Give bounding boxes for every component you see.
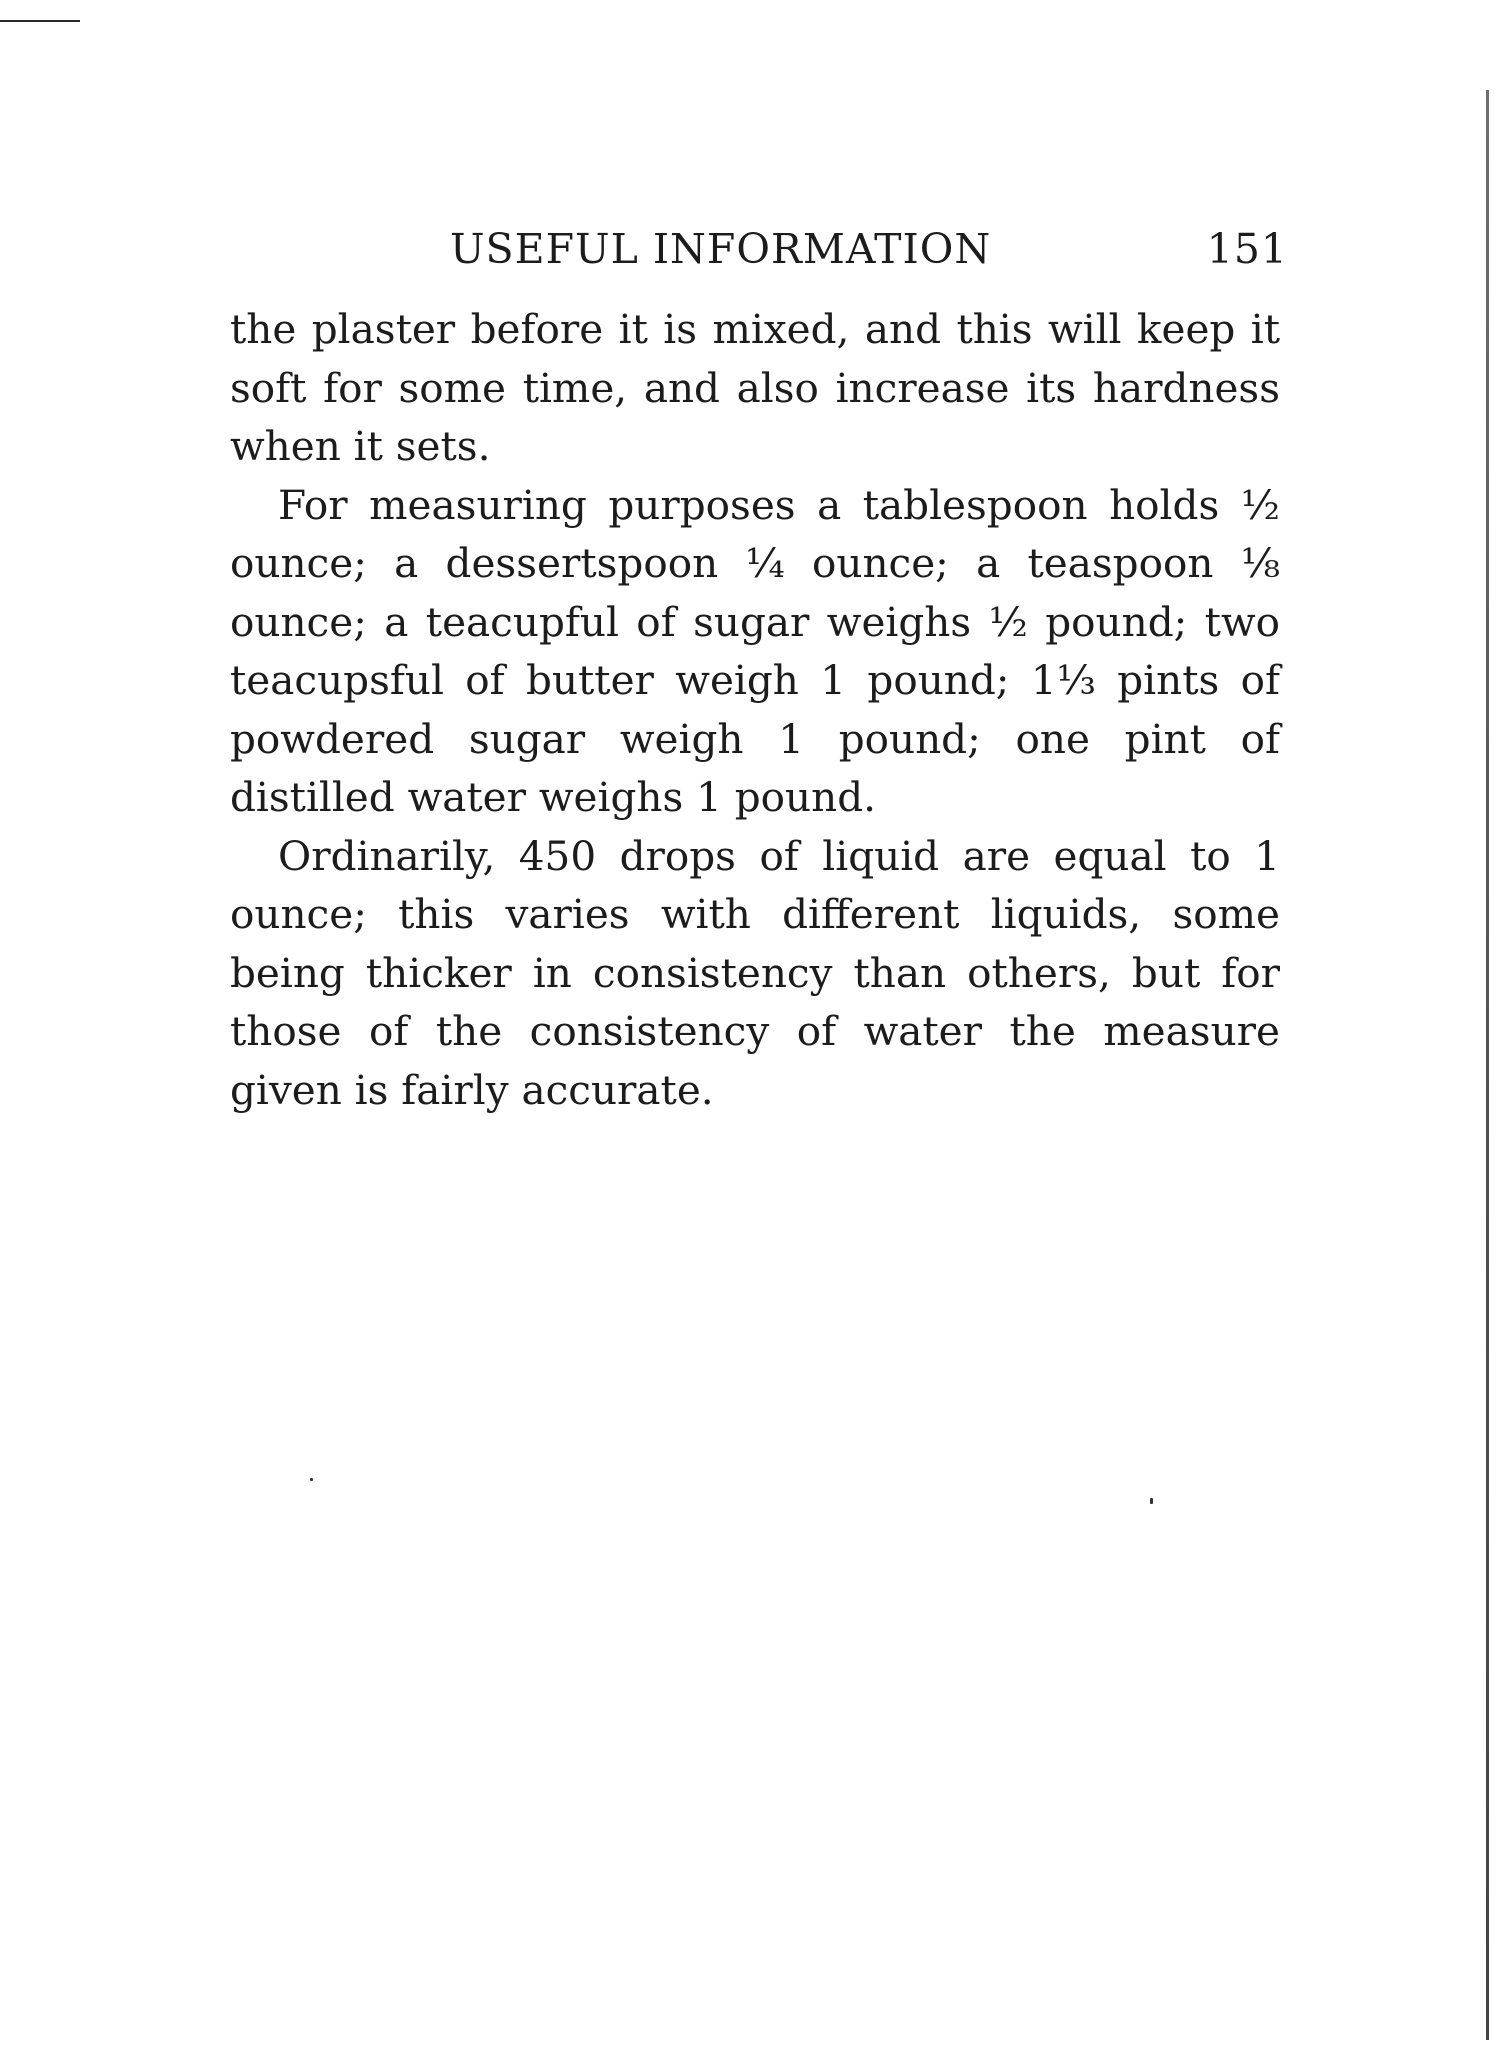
ink-speck	[1150, 1498, 1153, 1504]
page-number: 151	[1206, 225, 1288, 273]
body-text	[230, 300, 1280, 1119]
page-header	[450, 222, 1288, 276]
page-edge-shadow	[1486, 90, 1489, 2040]
corner-rule	[0, 20, 80, 22]
paragraph-drops: Ordinarily, 450 drops of liquid are equal to 1 ounce; this varies with different liquids, some being thicker in consistency than others, but for those of the consistency of water the measure given is fairly accurate.	[230, 831, 1280, 1114]
running-title: USEFUL INFORMATION	[450, 225, 992, 273]
paragraph-measuring: For measuring purposes a tablespoon holds ½ ounce; a dessertspoon ¼ ounce; a teaspoon ⅛ ounce; a teacupful of sugar weighs ½ pound; two teacupsful of butter weigh 1 pound; 1⅓ pints of powdered sugar weigh 1 pound; one pint of distilled water weighs 1 pound.	[230, 480, 1280, 821]
paragraph-continuation: the plaster before it is mixed, and this will keep it soft for some time, and also increase its hardness when it sets.	[230, 305, 1280, 470]
ink-speck	[310, 1478, 313, 1481]
